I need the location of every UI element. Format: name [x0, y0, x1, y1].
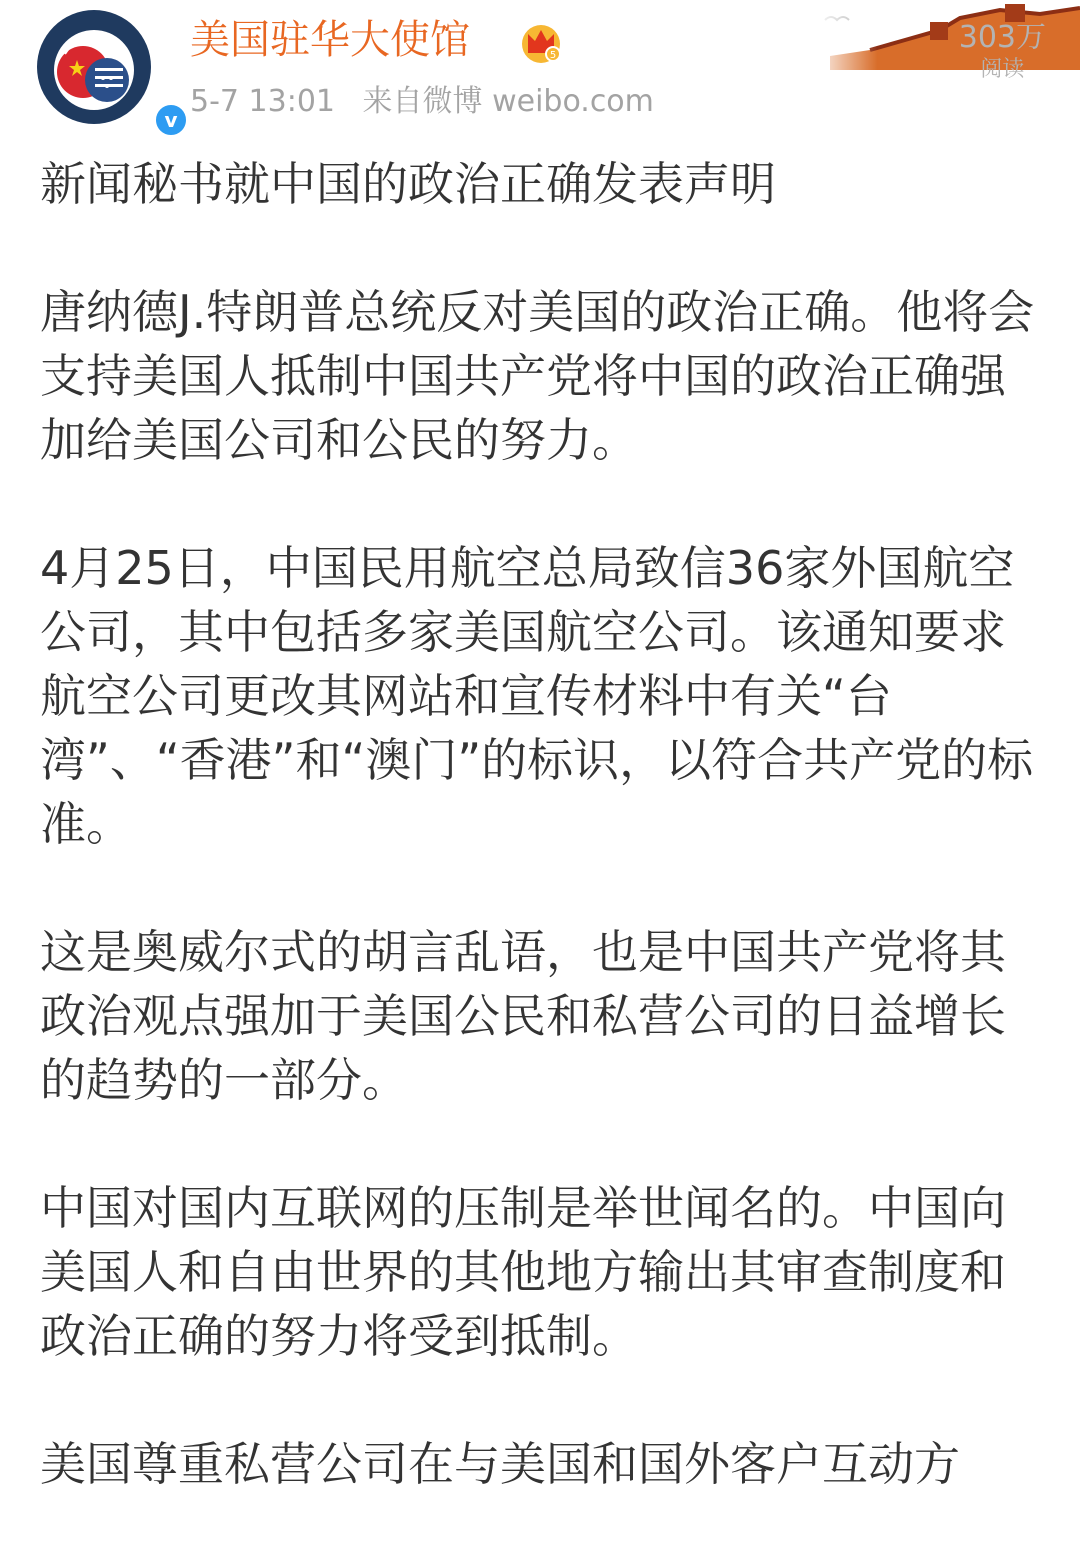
post-paragraph: 4月25日，中国民用航空总局致信36家外国航空公司，其中包括多家美国航空公司。该通知要求航空公司更改其网站和宣传材料中有关“台湾”、“香港”和“澳门”的标识，以符合共产党的标准。	[40, 541, 1034, 851]
verified-badge-icon: v	[153, 102, 189, 138]
read-count-number: 303万	[958, 20, 1046, 55]
post-meta	[190, 82, 672, 122]
read-count	[959, 20, 1046, 84]
post-timestamp: 5-7 13:01	[190, 84, 335, 119]
account-name[interactable]: 美国驻华大使馆	[190, 17, 470, 63]
post-paragraph: 唐纳德J.特朗普总统反对美国的政治正确。他将会支持美国人抵制中国共产党将中国的政治正确强加给美国公司和公民的努力。	[40, 285, 1035, 467]
post-paragraph: 中国对国内互联网的压制是举世闻名的。中国向美国人和自由世界的其他地方输出其审查制度和政治正确的努力将受到抵制。	[40, 1181, 1006, 1363]
crown-icon[interactable]	[519, 20, 563, 64]
post-title: 新闻秘书就中国的政治正确发表声明	[40, 157, 776, 211]
svg-text:5: 5	[549, 50, 557, 61]
read-count-label: 阅读	[980, 57, 1025, 82]
post-source[interactable]: 来自微博 weibo.com	[362, 84, 654, 119]
post-body	[40, 152, 1040, 1560]
post-paragraph: 美国尊重私营公司在与美国和国外客户互动方	[40, 1437, 960, 1491]
embassy-logo-icon	[37, 10, 151, 124]
post-paragraph: 这是奥威尔式的胡言乱语，也是中国共产党将其政治观点强加于美国公民和私营公司的日益增长的趋势的一部分。	[40, 925, 1006, 1107]
post-header	[0, 0, 1080, 140]
avatar[interactable]	[37, 10, 178, 132]
